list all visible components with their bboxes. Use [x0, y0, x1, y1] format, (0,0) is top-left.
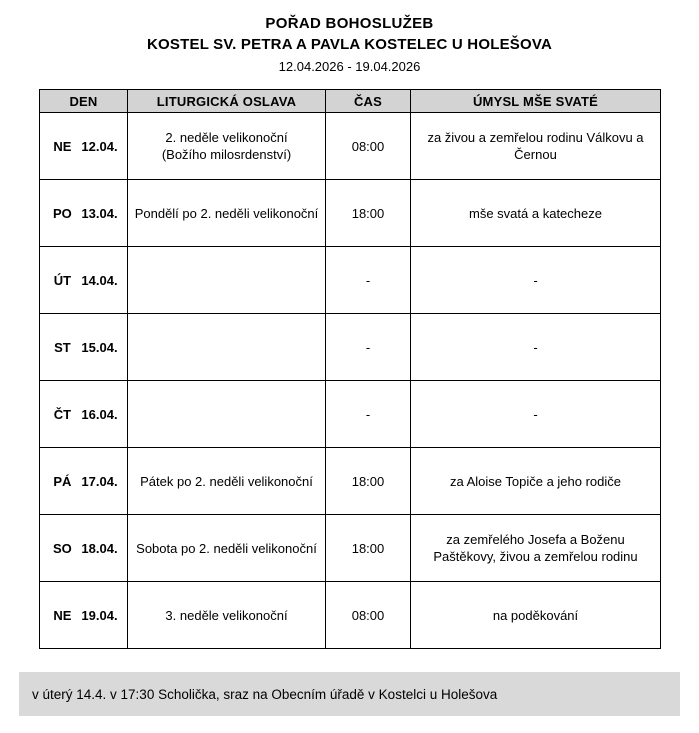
cell-time: 08:00 — [326, 113, 411, 180]
date-range: 12.04.2026 - 19.04.2026 — [278, 59, 421, 74]
cell-time: - — [326, 314, 411, 381]
column-header-day: DEN — [40, 90, 128, 113]
table-row — [40, 448, 661, 515]
title-line-1: POŘAD BOHOSLUŽEB — [265, 15, 434, 32]
footer-note — [19, 672, 680, 716]
cell-day — [40, 515, 128, 582]
cell-day — [40, 448, 128, 515]
day-of-week: PÁ — [53, 473, 72, 489]
document-header — [0, 0, 699, 77]
cell-intent: za zemřelého Josefa a Boženu Paštěkovy, živou a zemřelou rodinu — [411, 515, 661, 582]
table-row — [40, 515, 661, 582]
cell-day — [40, 113, 128, 180]
cell-time: - — [326, 247, 411, 314]
cell-liturgy: Pondělí po 2. neděli velikonoční — [128, 180, 326, 247]
cell-liturgy: Sobota po 2. neděli velikonoční — [128, 515, 326, 582]
day-date: 14.04. — [81, 272, 118, 288]
cell-intent: mše svatá a katecheze — [411, 180, 661, 247]
table-row — [40, 247, 661, 314]
cell-intent: za Aloise Topiče a jeho rodiče — [411, 448, 661, 515]
column-header-intent: ÚMYSL MŠE SVATÉ — [411, 90, 661, 113]
cell-intent: na poděkování — [411, 582, 661, 649]
day-of-week: ST — [54, 339, 71, 355]
cell-day — [40, 381, 128, 448]
title-line-2: KOSTEL SV. PETRA A PAVLA KOSTELEC U HOLEŠOVA — [147, 36, 552, 53]
cell-time: - — [326, 381, 411, 448]
cell-intent: - — [411, 381, 661, 448]
cell-day — [40, 582, 128, 649]
cell-liturgy — [128, 314, 326, 381]
table-row — [40, 314, 661, 381]
day-of-week: NE — [53, 607, 72, 623]
column-header-liturgy: LITURGICKÁ OSLAVA — [128, 90, 326, 113]
table-header-row — [40, 90, 661, 113]
cell-liturgy — [128, 247, 326, 314]
table-row — [40, 180, 661, 247]
cell-intent: za živou a zemřelou rodinu Válkovu a Černou — [411, 113, 661, 180]
cell-time: 08:00 — [326, 582, 411, 649]
table-row — [40, 113, 661, 180]
day-of-week: PO — [53, 205, 72, 221]
table-header — [40, 90, 661, 113]
cell-liturgy: 2. neděle velikonoční (Božího milosrdenství) — [128, 113, 326, 180]
cell-liturgy — [128, 381, 326, 448]
day-date: 18.04. — [81, 540, 118, 556]
table-row — [40, 381, 661, 448]
cell-liturgy: 3. neděle velikonoční — [128, 582, 326, 649]
table-row — [40, 582, 661, 649]
cell-day — [40, 180, 128, 247]
cell-time: 18:00 — [326, 448, 411, 515]
cell-liturgy: Pátek po 2. neděli velikonoční — [128, 448, 326, 515]
day-date: 16.04. — [81, 406, 118, 422]
day-date: 17.04. — [81, 473, 118, 489]
schedule-table — [39, 89, 661, 649]
cell-intent: - — [411, 314, 661, 381]
column-header-time: ČAS — [326, 90, 411, 113]
day-of-week: SO — [53, 540, 72, 556]
cell-time: 18:00 — [326, 180, 411, 247]
day-date: 19.04. — [81, 607, 118, 623]
cell-day — [40, 314, 128, 381]
day-date: 15.04. — [81, 339, 118, 355]
table-body — [40, 113, 661, 649]
schedule-table-wrapper — [39, 89, 660, 649]
cell-day — [40, 247, 128, 314]
cell-time: 18:00 — [326, 515, 411, 582]
day-of-week: NE — [53, 138, 72, 154]
footer-note-text: v úterý 14.4. v 17:30 Scholička, sraz na Obecním úřadě v Kostelci u Holešova — [32, 686, 498, 702]
cell-intent: - — [411, 247, 661, 314]
day-of-week: ÚT — [53, 272, 72, 288]
day-date: 12.04. — [81, 138, 118, 154]
day-date: 13.04. — [81, 205, 118, 221]
day-of-week: ČT — [53, 406, 72, 422]
